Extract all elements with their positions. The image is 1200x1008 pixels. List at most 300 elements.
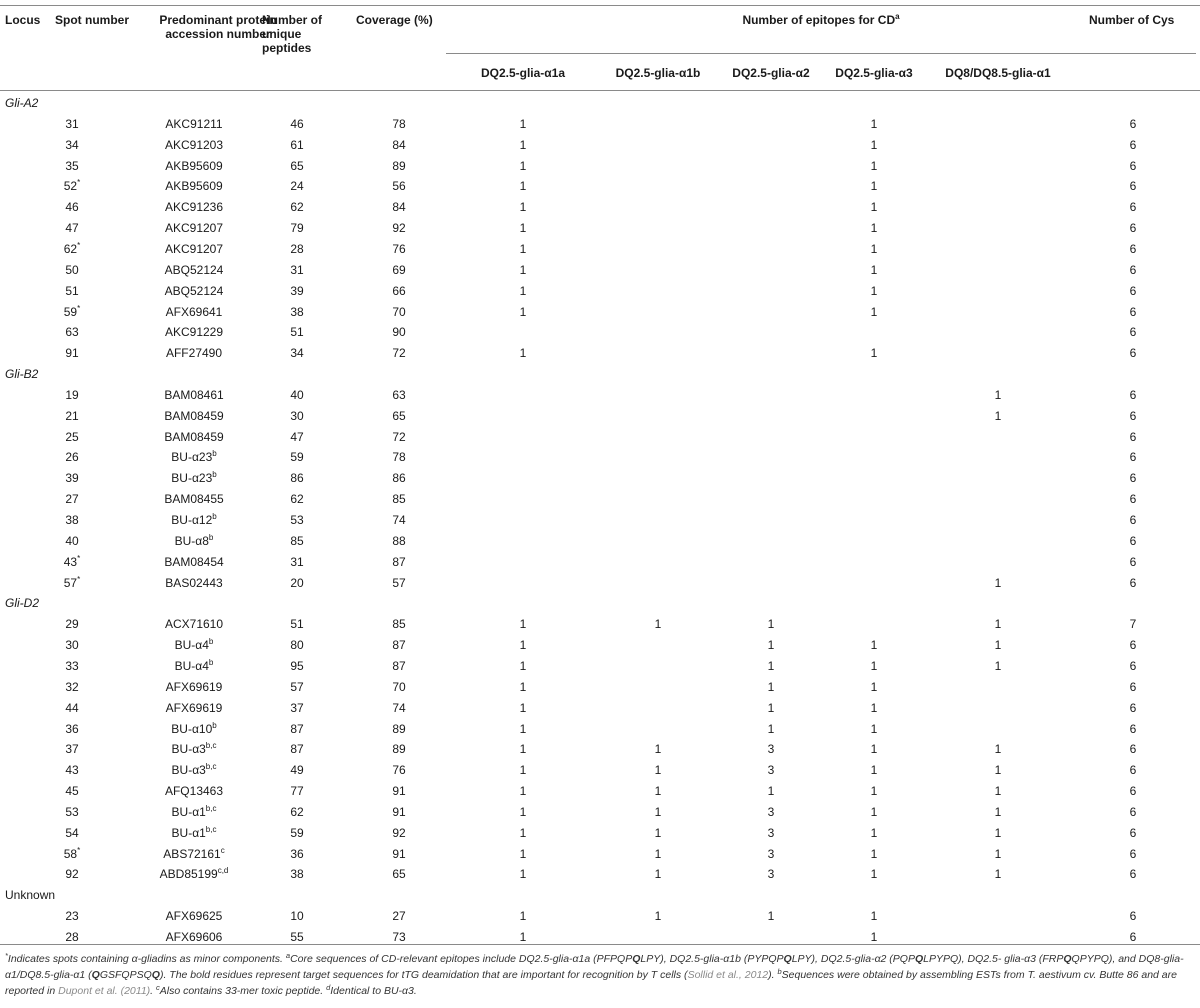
cell-epitope-2-value: 1 — [654, 909, 662, 924]
cell-cys — [1130, 617, 1137, 631]
cell-unique-peptides — [290, 346, 303, 360]
cell-coverage — [392, 847, 405, 861]
cell-epitope-1 — [520, 221, 527, 235]
cell-coverage-value: 78 — [392, 116, 406, 131]
cell-cys-value: 6 — [1129, 513, 1137, 527]
cell-unique-peptides — [290, 409, 303, 423]
cell-coverage-value: 88 — [392, 533, 406, 548]
table-row — [0, 680, 1200, 694]
cell-unique-peptides-value: 49 — [290, 763, 304, 778]
cell-epitope-1-value: 1 — [519, 784, 527, 799]
cell-accession — [166, 680, 223, 694]
cell-coverage — [392, 138, 405, 152]
cell-unique-peptides — [290, 680, 303, 694]
cell-spot-number — [65, 430, 78, 444]
cell-cys — [1130, 805, 1137, 819]
cell-accession-value: AKC91229 — [164, 325, 224, 340]
cell-epitope-1-value: 1 — [519, 200, 527, 215]
cell-unique-peptides-value: 36 — [290, 846, 304, 861]
cell-unique-peptides-value: 61 — [290, 137, 304, 152]
cell-cys-value: 6 — [1129, 554, 1137, 569]
cell-accession-value: BU-α3 — [171, 763, 206, 778]
cell-cys-value: 6 — [1129, 158, 1137, 173]
cell-epitope-3 — [768, 680, 775, 694]
table-row — [0, 909, 1200, 923]
cell-spot-number-note: * — [77, 303, 81, 313]
cell-epitope-1-value: 1 — [519, 700, 527, 715]
cell-accession-value: AFQ13463 — [164, 784, 224, 799]
header-epitope-2: DQ2.5-glia-α1b — [615, 66, 701, 80]
cell-coverage — [392, 826, 405, 840]
cell-epitope-1-value: 1 — [519, 262, 527, 277]
header-unique-peptides: Number of unique peptides — [262, 13, 322, 55]
cell-unique-peptides-value: 95 — [290, 658, 304, 673]
table-row — [0, 305, 1200, 319]
cell-epitope-3-value: 3 — [767, 804, 775, 819]
cell-coverage-value: 27 — [392, 909, 406, 924]
reference-link-dupont[interactable]: Dupont et al. (2011) — [58, 985, 151, 997]
cell-coverage-value: 72 — [392, 429, 406, 444]
cell-unique-peptides — [290, 805, 303, 819]
table-row — [0, 930, 1200, 944]
cell-spot-number-value: 28 — [65, 930, 79, 944]
cell-epitope-1-value: 1 — [519, 825, 527, 840]
table-row — [0, 138, 1200, 152]
cell-accession-value: ABS72161 — [163, 846, 221, 861]
cell-epitope-1-value: 1 — [519, 158, 527, 173]
cell-coverage — [392, 242, 405, 256]
cell-epitope-2-value: 1 — [654, 846, 662, 861]
cell-accession-value: BU-α12 — [171, 513, 213, 527]
cell-spot-number-value: 32 — [65, 679, 79, 694]
cell-epitope-3 — [768, 867, 775, 881]
cell-epitope-2 — [655, 742, 662, 756]
cell-epitope-1 — [520, 909, 527, 923]
cell-coverage — [392, 284, 405, 298]
cell-spot-number-value: 91 — [65, 346, 79, 361]
cell-coverage-value: 76 — [392, 241, 406, 256]
table-row — [0, 242, 1200, 256]
cell-accession-note: b — [212, 449, 217, 459]
cell-accession — [166, 930, 223, 944]
cell-coverage — [392, 471, 405, 485]
cell-epitope-1 — [520, 284, 527, 298]
cell-epitope-1-value: 1 — [519, 909, 527, 924]
cell-epitope-1 — [520, 346, 527, 360]
cell-unique-peptides — [290, 221, 303, 235]
cell-unique-peptides-value: 31 — [290, 262, 304, 277]
cell-epitope-1 — [520, 742, 527, 756]
table-row — [0, 409, 1200, 423]
cell-epitope-3-value: 1 — [767, 721, 775, 736]
cell-coverage — [392, 805, 405, 819]
cell-epitope-3 — [768, 638, 775, 652]
cell-epitope-4 — [871, 117, 878, 131]
cell-spot-number-value: 54 — [65, 825, 79, 840]
cell-spot-number-note: * — [77, 553, 81, 563]
cell-cys-value: 6 — [1129, 179, 1137, 194]
cell-coverage — [392, 638, 405, 652]
cell-spot-number-value: 21 — [65, 408, 79, 423]
table-row — [0, 576, 1200, 590]
cell-cys — [1130, 701, 1137, 715]
cell-accession-note: c,d — [217, 866, 229, 876]
cell-accession — [165, 117, 222, 131]
cell-unique-peptides — [290, 617, 303, 631]
cell-unique-peptides-value: 85 — [290, 533, 304, 548]
cell-unique-peptides-value: 38 — [290, 867, 304, 882]
table-row — [0, 492, 1200, 506]
cell-accession — [165, 200, 223, 214]
cell-accession — [175, 534, 214, 548]
cell-coverage-value: 92 — [392, 221, 406, 236]
cell-coverage-value: 63 — [392, 387, 406, 402]
cell-cys — [1130, 722, 1137, 736]
cell-cys-value: 6 — [1129, 721, 1137, 736]
table-row — [0, 513, 1200, 527]
cell-cys-value: 6 — [1129, 325, 1137, 340]
top-rule — [0, 5, 1200, 6]
cell-cys-value: 6 — [1129, 492, 1137, 507]
cell-cys-value: 6 — [1129, 909, 1137, 924]
cell-epitope-4 — [871, 284, 878, 298]
cell-epitope-4-value: 1 — [870, 867, 878, 882]
cell-epitope-2 — [655, 909, 662, 923]
table-row — [0, 847, 1200, 861]
cell-unique-peptides-value: 86 — [290, 471, 304, 486]
cell-epitope-4 — [871, 784, 878, 798]
cell-spot-number — [65, 867, 78, 881]
cell-epitope-1 — [520, 847, 527, 861]
cell-coverage — [392, 117, 405, 131]
header-accession: Predominant protein accession number — [159, 13, 277, 41]
cell-spot-number — [64, 576, 80, 590]
cell-coverage-value: 89 — [392, 742, 406, 757]
cell-epitope-4 — [871, 930, 878, 944]
cell-spot-number — [65, 701, 78, 715]
cell-epitope-1 — [520, 784, 527, 798]
cell-spot-number-value: 43 — [63, 554, 78, 569]
footnote-sup-c: c — [156, 983, 160, 992]
cell-cys-value: 6 — [1129, 533, 1137, 548]
cell-coverage-value: 92 — [392, 825, 406, 840]
table-row — [0, 555, 1200, 569]
cell-epitope-1-value: 1 — [519, 137, 527, 152]
footnote-bold-residue: Q — [1063, 953, 1072, 965]
cell-epitope-5 — [995, 826, 1002, 840]
cell-spot-number — [65, 722, 78, 736]
cell-unique-peptides-value: 20 — [290, 575, 304, 590]
cell-epitope-2 — [655, 847, 662, 861]
cell-epitope-1-value: 1 — [519, 179, 527, 194]
cell-epitope-3 — [768, 722, 775, 736]
cell-accession-value: BU-α3 — [171, 742, 206, 757]
cell-spot-number-value: 57 — [63, 575, 78, 590]
cell-spot-number — [64, 555, 80, 569]
cell-epitope-3-value: 3 — [767, 763, 775, 778]
cell-spot-number-value: 38 — [65, 513, 79, 527]
cell-unique-peptides-value: 37 — [290, 700, 304, 715]
cell-accession-value: BAM08454 — [164, 554, 224, 569]
cell-epitope-3 — [768, 617, 775, 631]
cell-epitope-1 — [520, 617, 527, 631]
cell-accession — [165, 576, 222, 590]
cell-cys — [1130, 263, 1137, 277]
cell-epitope-4 — [871, 826, 878, 840]
cell-epitope-5-value: 1 — [994, 784, 1002, 799]
cell-accession-value: BU-α23 — [171, 450, 213, 465]
cell-spot-number-value: 44 — [65, 700, 79, 715]
cell-coverage — [392, 930, 405, 944]
table-row — [0, 763, 1200, 777]
cell-accession-value: BU-α23 — [171, 471, 213, 486]
cell-unique-peptides-value: 80 — [290, 638, 304, 653]
cell-cys — [1130, 117, 1137, 131]
cell-epitope-4 — [871, 680, 878, 694]
cell-coverage-value: 84 — [392, 200, 406, 215]
cell-coverage — [392, 388, 405, 402]
cell-unique-peptides — [290, 930, 303, 944]
cell-spot-number — [65, 826, 78, 840]
cell-coverage — [392, 450, 405, 464]
cell-epitope-4-value: 1 — [870, 283, 878, 298]
cell-epitope-4-value: 1 — [870, 116, 878, 131]
footnote-text: Core sequences of CD-relevant epitopes include DQ2.5-glia-α1a (PFPQP — [290, 953, 633, 965]
locus-label: Gli-A2 — [5, 96, 39, 110]
cell-coverage — [392, 576, 405, 590]
cell-spot-number — [65, 138, 78, 152]
cell-cys — [1130, 430, 1137, 444]
cell-epitope-3 — [768, 909, 775, 923]
cell-epitope-4-value: 1 — [870, 137, 878, 152]
cell-accession-value: BAS02443 — [165, 575, 223, 590]
cell-coverage-value: 91 — [392, 804, 406, 819]
cell-accession-note: b,c — [205, 741, 217, 751]
cell-accession-value: AFX69619 — [165, 679, 223, 694]
cell-unique-peptides — [290, 305, 303, 319]
cell-epitope-4-value: 1 — [870, 241, 878, 256]
cell-cys — [1130, 346, 1137, 360]
cell-unique-peptides — [290, 450, 303, 464]
cell-accession — [165, 242, 223, 256]
reference-link-sollid[interactable]: Sollid et al., 2012 — [687, 969, 769, 981]
cell-accession — [165, 784, 223, 798]
cell-cys-value: 6 — [1129, 930, 1137, 944]
footnote-text: Sequences — [781, 969, 835, 981]
cell-cys — [1130, 826, 1137, 840]
cell-epitope-3 — [768, 701, 775, 715]
cell-unique-peptides — [290, 722, 303, 736]
cell-spot-number-value: 27 — [65, 492, 79, 507]
cell-cys-value: 6 — [1129, 262, 1137, 277]
cell-accession — [166, 909, 223, 923]
cell-spot-number-value: 46 — [65, 200, 79, 215]
cell-spot-number — [65, 325, 78, 339]
cell-unique-peptides-value: 30 — [290, 408, 304, 423]
cell-epitope-4 — [871, 200, 878, 214]
cell-spot-number-value: 40 — [65, 533, 79, 548]
cell-accession — [166, 346, 222, 360]
cell-spot-number-value: 26 — [65, 450, 79, 465]
cell-epitope-5-value: 1 — [994, 658, 1002, 673]
cell-epitope-5 — [995, 805, 1002, 819]
cell-unique-peptides-value: 62 — [290, 200, 304, 215]
cell-epitope-4-value: 1 — [870, 638, 878, 653]
cell-epitope-4-value: 1 — [870, 763, 878, 778]
cell-cys-value: 6 — [1129, 575, 1137, 590]
table-row — [0, 179, 1200, 193]
cell-epitope-1-value: 1 — [519, 617, 527, 632]
cell-unique-peptides — [290, 847, 303, 861]
cell-cys-value: 6 — [1129, 200, 1137, 215]
cell-epitope-5 — [995, 742, 1002, 756]
cell-cys-value: 6 — [1129, 679, 1137, 694]
cell-spot-number — [65, 534, 78, 548]
footnote-text: were obtained by assembling ESTs from T. aestivum cv. Butte 86 and are reported in — [5, 969, 1177, 997]
cell-unique-peptides — [290, 763, 303, 777]
cell-epitope-5-value: 1 — [994, 867, 1002, 882]
cell-coverage-value: 85 — [392, 492, 406, 507]
cell-epitope-3-value: 3 — [767, 742, 775, 757]
header-spot-number: Spot number — [55, 13, 129, 27]
cell-cys-value: 6 — [1129, 429, 1137, 444]
cell-epitope-3-value: 3 — [767, 867, 775, 882]
cell-accession-value: AKC91236 — [164, 200, 224, 215]
cell-epitope-1-value: 1 — [519, 721, 527, 736]
cell-accession — [175, 638, 214, 652]
cell-coverage — [392, 555, 405, 569]
footnote-text: ). — [768, 969, 775, 981]
cell-accession-value: BU-α4 — [174, 638, 209, 653]
cell-coverage-value: 74 — [392, 700, 406, 715]
cell-accession — [171, 722, 216, 736]
table-row — [0, 388, 1200, 402]
cell-cys-value: 6 — [1129, 700, 1137, 715]
cell-epitope-4-value: 1 — [870, 221, 878, 236]
footnote-text: GSFQPSQ — [99, 969, 152, 981]
cell-epitope-1 — [520, 659, 527, 673]
cell-coverage — [392, 659, 405, 673]
cell-coverage-value: 89 — [392, 721, 406, 736]
cell-cys-value: 6 — [1129, 450, 1137, 465]
cell-coverage-value: 90 — [392, 325, 406, 340]
cell-accession — [175, 659, 214, 673]
cell-spot-number-value: 29 — [65, 617, 79, 632]
cell-epitope-5-value: 1 — [994, 825, 1002, 840]
cell-spot-number-value: 39 — [65, 471, 79, 486]
cell-cys — [1130, 305, 1137, 319]
cell-epitope-5-value: 1 — [994, 408, 1002, 423]
cell-unique-peptides-value: 62 — [290, 804, 304, 819]
cell-accession — [165, 138, 223, 152]
cell-epitope-4-value: 1 — [870, 679, 878, 694]
footnote-bold-residue: Q — [91, 969, 100, 981]
cell-coverage-value: 86 — [392, 471, 406, 486]
cell-accession-value: AKB95609 — [165, 179, 223, 194]
cell-accession-note: b — [212, 470, 217, 480]
header-epitopes-sup: a — [895, 12, 900, 21]
cell-epitope-5 — [995, 617, 1002, 631]
cell-cys — [1130, 555, 1137, 569]
cell-accession — [165, 284, 224, 298]
table-row — [0, 284, 1200, 298]
cell-accession — [165, 159, 222, 173]
footnote-text: Also contains 33-mer toxic peptide. — [159, 985, 324, 997]
cell-epitope-4 — [871, 909, 878, 923]
cell-epitope-3-value: 1 — [767, 909, 775, 924]
cell-epitope-3 — [768, 847, 775, 861]
cell-epitope-4 — [871, 867, 878, 881]
cell-accession — [171, 513, 216, 527]
cell-cys — [1130, 221, 1137, 235]
cell-spot-number-value: 37 — [65, 742, 79, 757]
cell-epitope-4 — [871, 242, 878, 256]
cell-spot-number — [65, 513, 78, 527]
cell-accession — [164, 388, 223, 402]
cell-epitope-1-value: 1 — [519, 867, 527, 882]
cell-cys — [1130, 450, 1137, 464]
cell-accession-value: BU-α8 — [174, 533, 209, 548]
cell-epitope-1 — [520, 138, 527, 152]
cell-coverage-value: 56 — [392, 179, 406, 194]
cell-coverage — [392, 263, 405, 277]
cell-epitope-1-value: 1 — [519, 221, 527, 236]
footnote-sup-d: d — [326, 983, 331, 992]
cell-epitope-2-value: 1 — [654, 763, 662, 778]
cell-coverage-value: 66 — [392, 283, 406, 298]
header-epitope-1: DQ2.5-glia-α1a — [480, 66, 566, 80]
table-row — [0, 722, 1200, 736]
cell-cys — [1130, 492, 1137, 506]
table-row — [0, 617, 1200, 631]
cell-accession-value: AFX69641 — [165, 304, 223, 319]
cell-epitope-1 — [520, 826, 527, 840]
header-coverage: Coverage (%) — [356, 13, 433, 27]
cell-cys-value: 6 — [1129, 408, 1137, 423]
cell-cys — [1130, 159, 1137, 173]
epitope-group-rule — [446, 53, 1196, 54]
table-row — [0, 221, 1200, 235]
cell-epitope-1 — [520, 179, 527, 193]
cell-spot-number — [64, 179, 80, 193]
table-row — [0, 805, 1200, 819]
cell-epitope-3-value: 3 — [767, 846, 775, 861]
cell-coverage — [392, 701, 405, 715]
cell-epitope-4-value: 1 — [870, 658, 878, 673]
cell-epitope-3-value: 1 — [767, 658, 775, 673]
cell-unique-peptides — [290, 159, 303, 173]
cell-epitope-1 — [520, 722, 527, 736]
cell-epitope-4-value: 1 — [870, 825, 878, 840]
cell-epitope-5 — [995, 576, 1002, 590]
cell-epitope-3 — [768, 784, 775, 798]
cell-epitope-5-value: 1 — [994, 638, 1002, 653]
cell-coverage-value: 91 — [392, 784, 406, 799]
cell-unique-peptides — [290, 200, 303, 214]
cell-spot-number-value: 58 — [63, 846, 78, 861]
cell-epitope-3 — [768, 659, 775, 673]
cell-spot-number — [65, 659, 78, 673]
footnote-text: QPYPQ), and DQ8-glia-α1/DQ8.5-glia-α1 ( — [5, 953, 1184, 981]
cell-accession-value: BU-α10 — [171, 721, 213, 736]
cell-epitope-4 — [871, 159, 878, 173]
cell-accession — [172, 826, 217, 840]
footnote-text: ). The bold residues represent target sequences for tTG deamidation that are important for recognition by T cells ( — [159, 969, 688, 981]
cell-epitope-4-value: 1 — [870, 179, 878, 194]
cell-accession-value: AFX69606 — [165, 930, 223, 944]
cell-accession — [171, 450, 216, 464]
cell-epitope-4-value: 1 — [870, 158, 878, 173]
